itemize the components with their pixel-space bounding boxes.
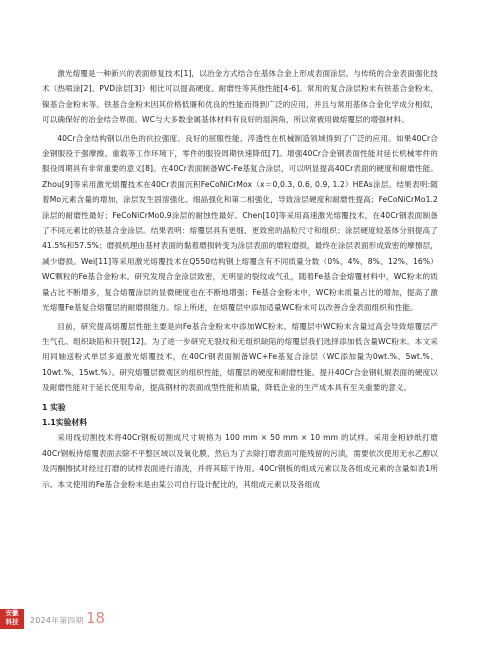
page-number: 18 <box>86 609 106 627</box>
paragraph-intro: 激光熔覆是一种新兴的表面修复技术[1]，以冶金方式结合在基体合金上形成表面涂层。与传统的合金表面强化技术（热喷涂[2]、PVD涂层[3]）相比可以提高硬度、耐磨性等其他性能[4-6]。常用的复合涂层粉末有铁基合金粉末、镍基合金粉末等。铁基合金粉末因其价格低廉和优良的性能而得到广泛的应用，并且与常用基体合金化学成分相似，可以确保好的冶金结合界面。WC与大多数金属基体材料有良好的湿润角，所以常被用做熔覆层的增强材料。 <box>42 69 438 125</box>
paragraph-literature-review: 40Cr合金结构钢以出色的抗拉强度、良好的屈服性能、淬透性在机械制造领域得到了广泛的应用。如果40Cr合金钢服役于强摩擦、重载等工作环境下，零件的服役周期快速降低[7]。增强40Cr合金钢表面性能对延长机械零件的服役周期具有非常重要的意义[8]。在40Cr表面制备WC-Fe基复合涂层，可以明显提高40Cr表面的硬度和耐磨性能。Zhou[9]等采用激光熔覆技术在40Cr表面沉积FeCoNiCrMox（x＝0,0.3, 0.6, 0.9, 1.2）HEAs涂层。结果表明:随着Mo元素含量的增加，涂层发生固溶强化、细晶强化和第二相强化，导致涂层硬度和耐磨性提高；FeCoNiCrMo1.2涂层的耐磨性最好；FeCoNiCrMo0.9涂层的耐蚀性最好。Chen[10]等采用高速激光熔覆技术，在40Cr钢表面制备了不同元素比的铁基合金涂层。结果表明：熔覆层具有更细、更致密的晶粒尺寸和组织；涂层硬度较基体分别提高了41.5%和57.5%；磨损机理由基材表面的黏着磨损转变为涂层表面的磨粒磨损，最终在涂层表面形成致密的摩擦层，减少磨损。Wei[11]等采用激光熔覆技术在Q550结构钢上熔覆含有不同质量分数（0%、4%、8%、12%、16%）WC颗粒的Fe基合金粉末。研究发现合金涂层致密，无明显的裂纹或气孔，随着Fe基合金熔覆材料中，WC粉末的质量占比不断增多，复合熔覆涂层的显微硬度也在不断地增强；Fe基合金粉末中，WC粉末质量占比的增加，提高了激光熔覆Fe基复合熔覆层的耐磨损能力。综上所述，在熔覆层中添加适量WC粉末可以改善合金表面组织和性能。 <box>42 133 438 313</box>
issue-label: 2024年第四期 <box>30 616 84 625</box>
paragraph-research-aim: 目前，研究提高熔覆层性能主要是向Fe基合金粉末中添加WC粉末。熔覆层中WC粉末含量过高会导致熔覆层产生气孔、组织缺陷和开裂[12]。为了进一步研究无裂纹和无组织缺陷的熔覆层我们选择添加低含量WC粉末。本文采用同轴送粉式单层多道激光熔覆技术，在40Cr钢表面制备WC+Fe基复合涂层（WC添加量为0wt.%、5wt.%、10wt.%、15wt.%）。研究熔覆层微观区的组织性能，熔覆层的硬度和耐磨性能。提升40Cr合金钢轧辊表面的硬度以及耐磨性能对于延长使用寿命，提高钢材的表面成型性能和质量，降低企业的生产成本具有至关重要的意义。 <box>42 321 438 393</box>
article-body <box>42 66 438 495</box>
journal-logo: 安徽 科技 <box>0 609 24 629</box>
section-heading: 1 实验 <box>42 402 66 412</box>
paragraph-materials: 采用线切割技术将40Cr钢板切割成尺寸规格为 100 mm × 50 mm × 10 mm 的试样。采用金相砂纸打磨40Cr钢板待熔覆表面去除不平整区域以及氧化膜，然后为了去除打磨表面可能残留的污渍，需要依次使用无水乙醇以及丙酮擦拭对经过打磨的试样表面进行清洗，并将其晾干待用。40Cr钢板的组成元素以及各组成元素的含量如表1所示。本文使用的Fe基合金粉末是由某公司自行设计配比的，其组成元素以及各组成 <box>42 433 438 489</box>
page-footer <box>0 607 480 627</box>
subsection-heading: 1.1实验材料 <box>42 417 87 427</box>
